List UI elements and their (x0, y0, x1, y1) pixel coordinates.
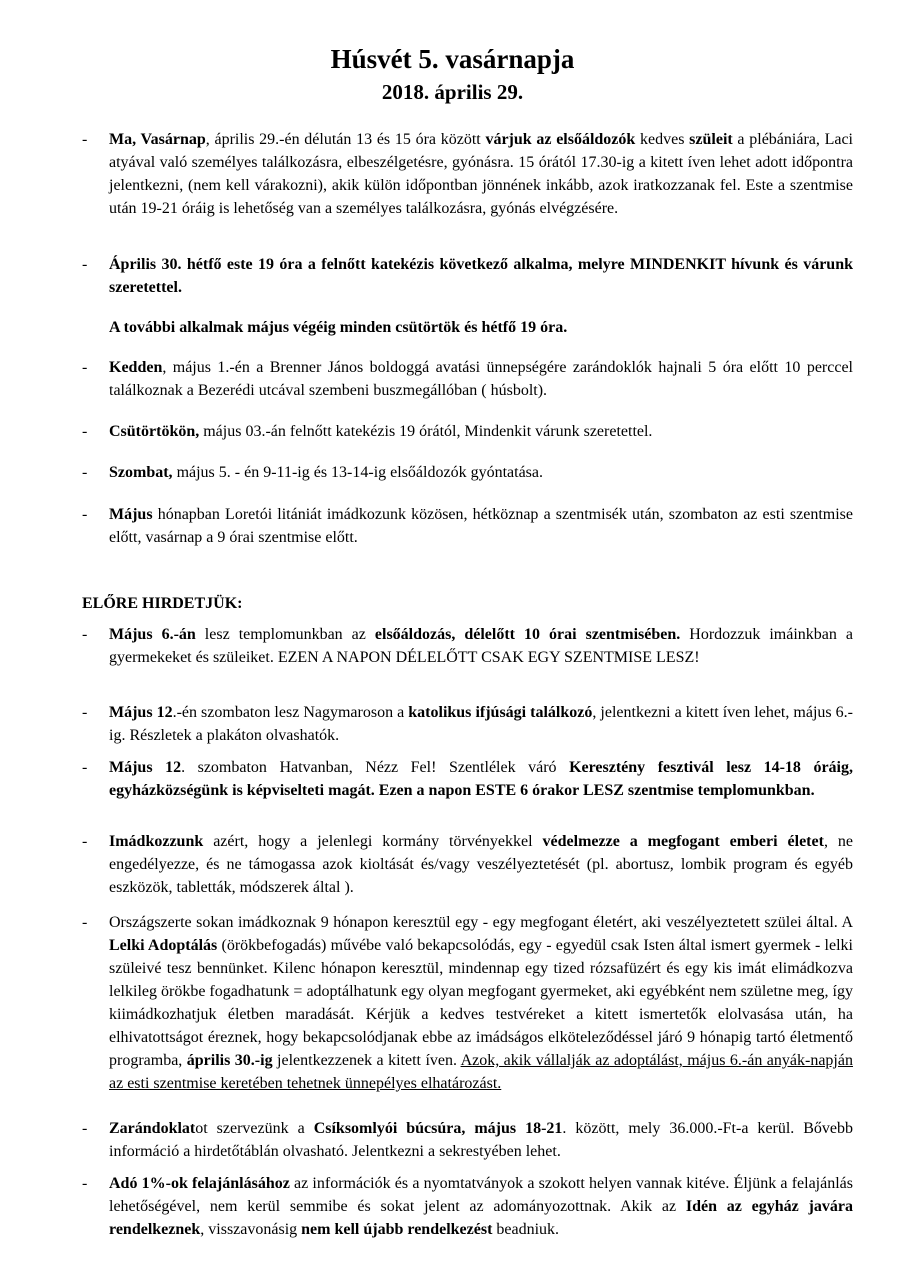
emphasis-text: Szombat, (109, 464, 173, 481)
bullet-dash: - (82, 704, 88, 721)
announcement-item (82, 1172, 853, 1241)
text-run: hónapban Loretói litániát imádkozunk közösen, hétköznap a szentmisék után, szombaton az esti szentmise előtt, vasárnap a 9 órai szentmise előtt. (109, 506, 853, 546)
text-run: , visszavonásig (200, 1221, 302, 1238)
bullet-dash: - (82, 833, 88, 850)
announcement-item (82, 128, 853, 220)
emphasis-text: Ma, Vasárnap (109, 131, 206, 148)
announcement-text (109, 701, 853, 747)
announcement-item (82, 1117, 853, 1163)
bullet-dash: - (82, 423, 88, 440)
announcement-text (109, 911, 853, 1095)
page-title: Húsvét 5. vasárnapja (330, 44, 575, 74)
bullet-dash: - (82, 359, 88, 376)
announcement-item (82, 253, 853, 299)
bullet-dash: - (82, 759, 88, 776)
text-run: , április 29.-én délután 13 és 15 óra között (205, 131, 486, 148)
announcement-item (82, 830, 853, 899)
bullet-dash: - (82, 1175, 88, 1192)
announcement-text (109, 356, 853, 402)
followup-paragraph: A további alkalmak május végéig minden csütörtök és hétfő 19 óra. (109, 319, 568, 336)
text-run: lesz templomunkban az (195, 626, 375, 643)
underlined-text: Azok, akik vállalják az adoptálást, május 6.-án anyák-napján az esti szentmise keretében tehetnek ünnepélyes elhatározást. (109, 1052, 853, 1092)
emphasis-text: Csíksomlyói búcsúra, május 18-21 (313, 1120, 563, 1137)
emphasis-text: Adó 1%-ok felajánlásához (109, 1175, 290, 1192)
announcement-item (82, 461, 853, 484)
emphasis-text: Május 12 (109, 704, 173, 721)
text-run: május 03.-án felnőtt katekézis 19 órától, Mindenkit várunk szeretettel. (199, 423, 653, 440)
bullet-dash: - (82, 626, 88, 643)
emphasis-text: katolikus ifjúsági találkozó (408, 704, 593, 721)
announcement-text (109, 1117, 853, 1163)
text-run: . szombaton Hatvanban, Nézz Fel! Szentlélek váró (181, 759, 570, 776)
page-date: 2018. április 29. (381, 80, 524, 104)
text-run: . között, mely 36.000.-Ft-a kerül. Bővebb információ a hirdetőtáblán olvasható. Jelentkezni a sekrestyében lehet. (109, 1120, 854, 1160)
bullet-dash: - (82, 464, 88, 481)
text-run: jelentkezzenek a kitett íven. (272, 1052, 461, 1069)
emphasis-text: Lelki Adoptálás (109, 937, 218, 954)
text-run: (örökbefogadás) művébe való bekapcsolódás, egy - egyedül csak Isten által ismert gyermek - lelki szüleivé tesz bennünket. Kilenc hónapon keresztül, mindennap egy tized rózsafüzért és egy kis imát elimádkozva lelkileg örökbe fogadhatunk = adoptálhatunk egy olyan megfogant gyermeket, aki egyébként nem születne meg, így kiimádkozhatjuk életben maradását. Kérjük a kedves testvéreket a kitett ismertetők elolvasása után, ha elhivatottságot éreznek, hogy bekapcsolódjanak ebbe az imádságos elköteleződéssel járó 9 hónapig tartó életmentő programba, (109, 937, 853, 1069)
emphasis-text: Keresztény fesztivál lesz 14-18 óráig, egyházközségünk is képviselteti magát. Ezen a napon ESTE 6 órakor LESZ szentmise templomunkban. (109, 759, 853, 799)
emphasis-text: Kedden (109, 359, 163, 376)
emphasis-text: Idén az egyház javára rendelkeznek (109, 1198, 853, 1238)
text-run: , ne engedélyezze, és ne támogassa azok kioltását és/vagy veszélyeztetését (pl. abortusz, lombik program és egyéb eszközök, tabletták, módszerek által ). (109, 833, 853, 896)
text-run: ot szervezünk a (195, 1120, 314, 1137)
emphasis-text: Május 6.-án (109, 626, 196, 643)
announcement-text (109, 1172, 853, 1241)
section-heading: ELŐRE HIRDETJÜK: (82, 595, 243, 612)
emphasis-text: Május (109, 506, 153, 523)
announcement-item (82, 503, 853, 549)
text-run: , jelentkezni a kitett íven lehet, május 6.-ig. Részletek a plakáton olvashatók. (109, 704, 853, 744)
announcement-text (109, 503, 853, 549)
emphasis-text: április 30.-ig (186, 1052, 273, 1069)
bullet-dash: - (82, 131, 88, 148)
text-run: a plébániára, Laci atyával való személyes találkozásra, elbeszélgetésre, gyónásra. 15 órától 17.30-ig a kitett íven lehet adott időpontra jelentkezni, (nem kell várakozni), akik külön időpontban jönnének inkább, azok iratkozzanak fel. Este a szentmise után 19-21 óráig is lehetőség van a személyes találkozásra, gyónás elvégzésére. (109, 131, 854, 217)
emphasis-text: Április 30. hétfő este 19 óra a felnőtt katekézis következő alkalma, melyre MINDENKIT hívunk és várunk szeretettel. (109, 256, 853, 296)
announcement-text (109, 128, 853, 220)
announcement-text (109, 830, 853, 899)
emphasis-text: Zarándoklat (109, 1120, 196, 1137)
text-run: .-én szombaton lesz Nagymaroson a (172, 704, 409, 721)
text-run: Országszerte sokan imádkoznak 9 hónapon keresztül egy - egy megfogant életért, aki veszélyeztetett szülei által. A (109, 914, 853, 931)
announcement-text (109, 253, 853, 299)
text-run: beadniuk. (492, 1221, 560, 1238)
announcement-item (82, 911, 853, 1095)
emphasis-text: Imádkozzunk (109, 833, 204, 850)
announcement-text (109, 756, 853, 802)
emphasis-text: várjuk az elsőáldozók (485, 131, 636, 148)
bullet-dash: - (82, 506, 88, 523)
emphasis-text: Május 12 (109, 759, 182, 776)
text-run: május 5. - én 9-11-ig és 13-14-ig elsőáldozók gyóntatása. (172, 464, 543, 481)
text-run: azért, hogy a jelenlegi kormány törvényekkel (203, 833, 543, 850)
announcement-text (109, 420, 853, 443)
emphasis-text: védelmezze a megfogant emberi életet (542, 833, 824, 850)
announcement-text (109, 461, 853, 484)
emphasis-text: Csütörtökön, (109, 423, 200, 440)
emphasis-text: elsőáldozás, délelőtt 10 órai szentmisében. (374, 626, 681, 643)
announcement-item (82, 420, 853, 443)
emphasis-text: szüleit (689, 131, 733, 148)
text-run: az információk és a nyomtatványok a szokott helyen vannak kitéve. Éljünk a felajánlás lehetőségével, nem kerül semmibe és sokat jelent az adományozottnak. Akik az (109, 1175, 854, 1215)
announcement-item (82, 701, 853, 747)
announcement-item (82, 356, 853, 402)
emphasis-text: nem kell újabb rendelkezést (301, 1221, 493, 1238)
announcement-item (82, 756, 853, 802)
text-run: kedves (635, 131, 690, 148)
bullet-dash: - (82, 914, 88, 931)
text-run: Hordozzuk imáinkban a gyermekeket és szüleiket. EZEN A NAPON DÉLELŐTT CSAK EGY SZENTMISE LESZ! (109, 626, 854, 666)
text-run: , május 1.-én a Brenner János boldoggá avatási ünnepségére zarándoklók hajnali 5 óra előtt 10 perccel találkoznak a Bezerédi utcával szembeni buszmegállóban ( húsbolt). (109, 359, 853, 399)
announcement-item (82, 623, 853, 669)
announcement-text (109, 623, 853, 669)
bullet-dash: - (82, 256, 88, 273)
bullet-dash: - (82, 1120, 88, 1137)
